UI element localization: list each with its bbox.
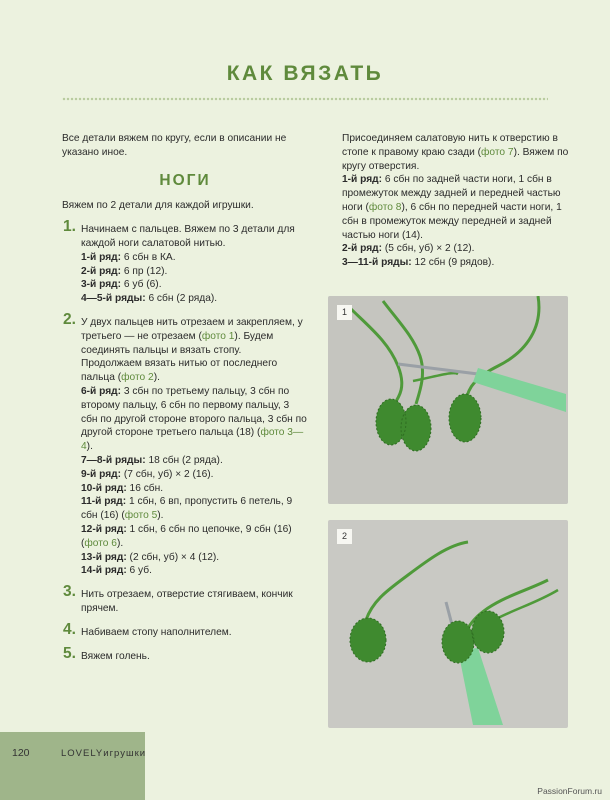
row-line: 13-й ряд: (2 сбн, уб) × 4 (12). <box>81 551 220 563</box>
crochet-joining-illustration <box>328 520 568 728</box>
photo-label: 1 <box>337 305 352 320</box>
left-column <box>62 132 308 673</box>
intro-text: Все детали вяжем по кругу, если в описании не указано иное. <box>62 133 287 158</box>
step-number: 4. <box>63 620 76 638</box>
photo-2 <box>328 520 568 728</box>
row-line: 9-й ряд: (7 сбн, уб) × 2 (16). <box>81 468 214 480</box>
row-line: 6-й ряд: 3 сбн по третьему пальцу, 3 сбн по второму пальцу, 6 сбн по первому пальцу, 3 сбн по другой стороне второго пальца, 3 сбн по другой стороне третьего пальца (18) (фото 3—4). <box>81 385 307 453</box>
title-divider <box>62 97 548 101</box>
step-number: 1. <box>63 218 76 236</box>
crochet-toes-illustration <box>328 296 568 504</box>
watermark: PassionForum.ru <box>537 786 602 796</box>
section-title: НОГИ <box>159 171 211 189</box>
photo-1 <box>328 296 568 504</box>
step-5 <box>62 644 308 664</box>
row-line: 7—8-й ряды: 18 сбн (2 ряда). <box>81 454 223 466</box>
row-line: 14-й ряд: 6 уб. <box>81 565 152 577</box>
step-2 <box>62 310 308 578</box>
row-line: 11-й ряд: 1 сбн, 6 вп, пропустить 6 петель, 9 сбн (16) (фото 5). <box>81 496 293 522</box>
page-number: 120 <box>12 747 30 759</box>
photo-label: 2 <box>337 529 352 544</box>
section-intro: Вяжем по 2 детали для каждой игрушки. <box>62 200 254 212</box>
step-text: Вяжем голень. <box>81 650 150 662</box>
right-intro: Присоединяем салатовую нить к отверстию в стопе к правому краю сзади (фото 7). Вяжем по кругу отверстия. <box>342 133 569 172</box>
right-column <box>342 132 570 270</box>
step-4 <box>62 620 308 640</box>
row-line: 10-й ряд: 16 сбн. <box>81 482 164 494</box>
row-line: 3-й ряд: 6 уб (6). <box>81 279 162 291</box>
footer-band <box>0 732 145 800</box>
step-text: Продолжаем вязать нитью от последнего пальца (фото 2). <box>81 358 278 384</box>
row-line: 2-й ряд: (5 сбн, уб) × 2 (12). <box>342 243 475 255</box>
step-number: 2. <box>63 310 76 328</box>
row-line: 1-й ряд: 6 сбн по задней части ноги, 1 сбн в промежуток между задней и передней частью ноги (фото 8), 6 сбн по передней части ноги, 1 сбн в промежуток между передней и задней частью ноги (14). <box>342 174 562 241</box>
row-line: 2-й ряд: 6 пр (12). <box>81 265 168 277</box>
step-text: Нить отрезаем, отверстие стягиваем, кончик прячем. <box>81 589 293 614</box>
step-number: 5. <box>63 644 76 662</box>
step-number: 3. <box>63 583 76 601</box>
row-line: 12-й ряд: 1 сбн, 6 сбн по цепочке, 9 сбн (16) (фото 6). <box>81 523 292 549</box>
step-3 <box>62 583 308 616</box>
step-text: Начинаем с пальцев. Вяжем по 3 детали для каждой ноги салатовой нитью. <box>81 224 295 249</box>
page-title: КАК ВЯЗАТЬ <box>226 62 384 85</box>
step-text: У двух пальцев нить отрезаем и закрепляем, у третьего — не отрезаем (фото 1). Будем соединять пальцы и вязать стопу. <box>81 316 303 356</box>
row-line: 4—5-й ряды: 6 сбн (2 ряда). <box>81 293 218 305</box>
row-line: 3—11-й ряды: 12 сбн (9 рядов). <box>342 257 495 269</box>
step-1 <box>62 218 308 306</box>
step-text: Набиваем стопу наполнителем. <box>81 626 232 638</box>
brand-name: LOVELYигрушки <box>61 748 147 759</box>
row-line: 1-й ряд: 6 сбн в КА. <box>81 251 176 263</box>
